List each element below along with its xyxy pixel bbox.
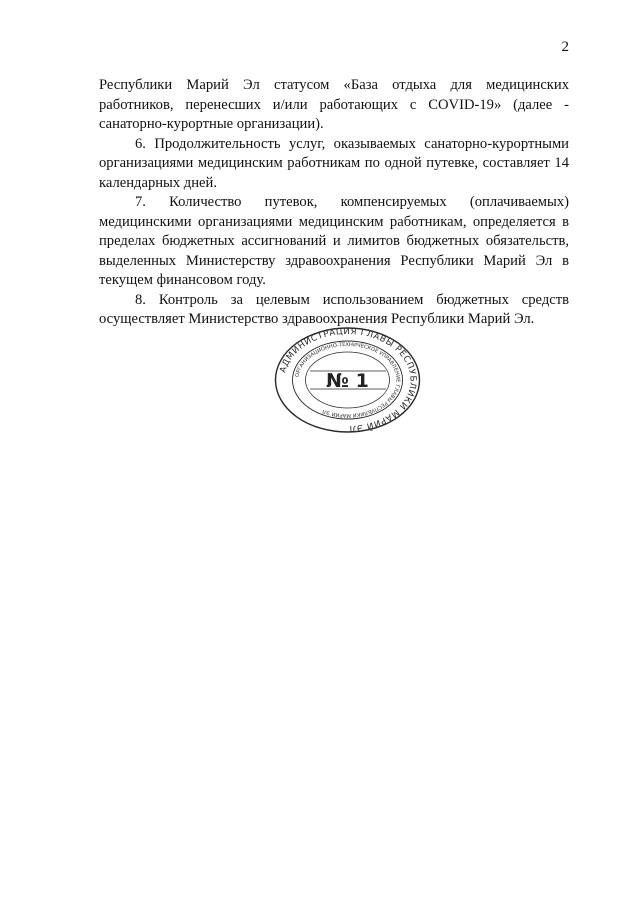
paragraph-7: 7. Количество путевок, компенсируемых (оплачиваемых) медицинскими организациями медицинским работникам, определяется в пределах бюджетных ассигнований и лимитов бюджетных обязательств, выделенных Министерству здравоохранения Республики Марий Эл в текущем финансовом году.	[99, 194, 569, 288]
paragraph-6: 6. Продолжительность услуг, оказываемых санаторно-курортными организациями медицинским работникам по одной путевке, составляет 14 календарных дней.	[99, 135, 569, 191]
seal-outer-text: АДМИНИСТРАЦИЯ ГЛАВЫ РЕСПУБЛИКИ МАРИЙ ЭЛ	[278, 327, 418, 433]
paragraph-continuation: Республики Марий Эл статусом «База отдыха для медицинских работников, перенесших и/или работающих с COVID-19» (далее - санаторно-курортные организации).	[99, 77, 569, 132]
seal-graphic	[274, 327, 421, 433]
paragraph-8: 8. Контроль за целевым использованием бюджетных средств осуществляет Министерство здравоохранения Республики Марий Эл.	[99, 291, 569, 327]
page-number: 2	[561, 39, 569, 55]
seal-center-number: № 1	[326, 370, 369, 392]
document-body	[99, 76, 569, 330]
official-seal-stamp	[274, 327, 421, 433]
seal-inner-text: ОРГАНИЗАЦИОННО-ТЕХНИЧЕСКОЕ УПРАВЛЕНИЕ ГЛАВЫ РЕСПУБЛИКИ МАРИЙ ЭЛ	[294, 341, 401, 419]
